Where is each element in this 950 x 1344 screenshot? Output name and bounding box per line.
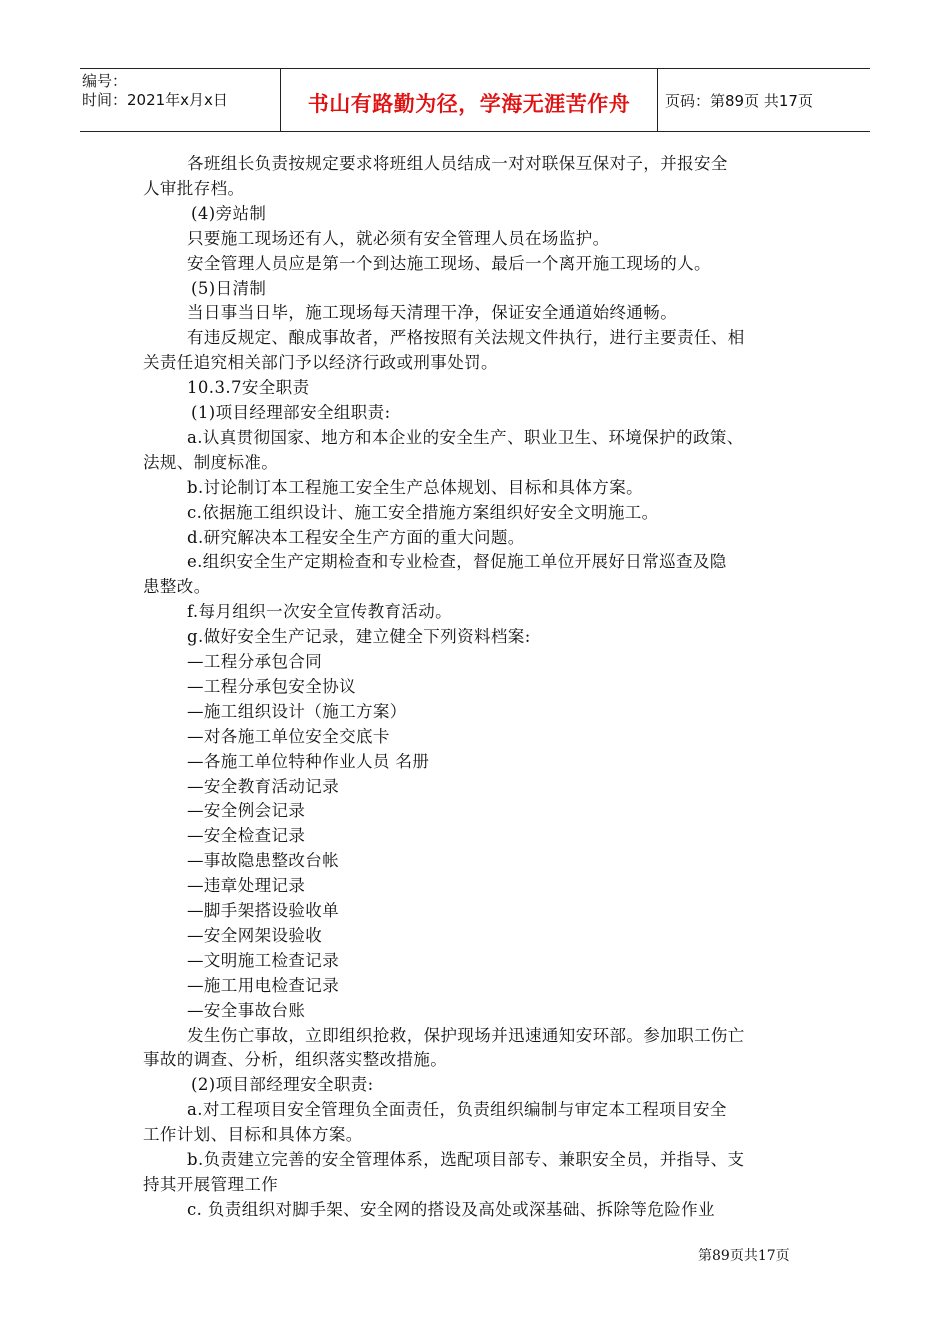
- text-line: —工程分承包合同: [187, 652, 323, 671]
- text-line: 当日事当日毕，施工现场每天清理干净，保证安全通道始终通畅。: [187, 303, 678, 323]
- page-label: 页码：第89页 共17页: [665, 92, 813, 110]
- text-line: —安全事故台账: [187, 1000, 306, 1020]
- motto-text: 书山有路勤为径，学海无涯苦作舟: [307, 92, 631, 116]
- footer-page-number: 第89页共17页: [698, 1248, 790, 1264]
- text-line: 关责任追究相关部门予以经济行政或刑事处罚。: [143, 353, 498, 373]
- text-line: —违章处理记录: [187, 876, 306, 896]
- text-line: —对各施工单位安全交底卡: [187, 726, 390, 746]
- text-line: a.对工程项目安全管理负全面责任，负责组织编制与审定本工程项目安全: [187, 1100, 727, 1120]
- header-page-cell: [657, 69, 870, 131]
- text-line: 只要施工现场还有人，就必须有安全管理人员在场监护。: [187, 228, 610, 248]
- text-line: 人审批存档。: [143, 178, 245, 198]
- text-line: —工程分承包安全协议: [187, 676, 356, 696]
- text-line: 10.3.7安全职责: [187, 378, 310, 398]
- text-line: —事故隐患整改台帐: [187, 851, 340, 871]
- text-line: —文明施工检查记录: [187, 950, 340, 970]
- text-line: —安全教育活动记录: [187, 776, 340, 796]
- text-line: 患整改。: [143, 577, 211, 597]
- text-line: —安全网架设验收: [187, 925, 323, 945]
- text-line: (2)项目部经理安全职责:: [191, 1075, 374, 1095]
- text-line: —安全例会记录: [187, 801, 306, 821]
- text-line: (5)日清制: [191, 278, 267, 298]
- text-line: c. 负责组织对脚手架、安全网的搭设及高处或深基础、拆除等危险作业: [187, 1199, 715, 1219]
- text-line: 事故的调查、分析，组织落实整改措施。: [143, 1050, 448, 1070]
- text-line: 工作计划、目标和具体方案。: [143, 1125, 363, 1145]
- text-line: —脚手架搭设验收单: [187, 901, 340, 920]
- time-label: 时间：2021年x月x日: [82, 91, 228, 109]
- text-line: 安全管理人员应是第一个到达施工现场、最后一个离开施工现场的人。: [187, 253, 711, 273]
- text-line: 持其开展管理工作: [143, 1174, 279, 1194]
- text-line: b.讨论制订本工程施工安全生产总体规划、目标和具体方案。: [187, 477, 644, 497]
- text-line: —各施工单位特种作业人员 名册: [187, 751, 430, 771]
- text-line: 发生伤亡事故，立即组织抢救，保护现场并迅速通知安环部。参加职工伤亡: [187, 1025, 745, 1045]
- text-line: —施工组织设计（施工方案）: [187, 701, 407, 721]
- header-motto-cell: [280, 69, 658, 131]
- text-line: e.组织安全生产定期检查和专业检查，督促施工单位开展好日常巡查及隐: [187, 552, 727, 572]
- text-line: (1)项目经理部安全组职责:: [191, 403, 391, 422]
- text-line: g.做好安全生产记录，建立健全下列资料档案:: [187, 627, 531, 647]
- text-line: a.认真贯彻国家、地方和本企业的安全生产、职业卫生、环境保护的政策、: [187, 427, 744, 447]
- text-line: b.负责建立完善的安全管理体系，选配项目部专、兼职安全员，并指导、支: [187, 1150, 745, 1169]
- text-line: d.研究解决本工程安全生产方面的重大问题。: [187, 527, 525, 547]
- header-meta-cell: [80, 69, 280, 131]
- text-line: 法规、制度标准。: [143, 452, 279, 472]
- text-line: (4)旁站制: [191, 203, 267, 223]
- text-line: —施工用电检查记录: [187, 975, 340, 995]
- text-line: 有违反规定、酿成事故者，严格按照有关法规文件执行，进行主要责任、相: [187, 328, 745, 348]
- text-line: f.每月组织一次安全宣传教育活动。: [187, 602, 453, 622]
- text-line: c.依据施工组织设计、施工安全措施方案组织好安全文明施工。: [187, 502, 659, 522]
- header-table: [80, 68, 870, 132]
- text-line: 各班组长负责按规定要求将班组人员结成一对对联保互保对子，并报安全: [187, 154, 728, 173]
- text-line: —安全检查记录: [187, 826, 306, 846]
- number-label: 编号：: [82, 72, 128, 90]
